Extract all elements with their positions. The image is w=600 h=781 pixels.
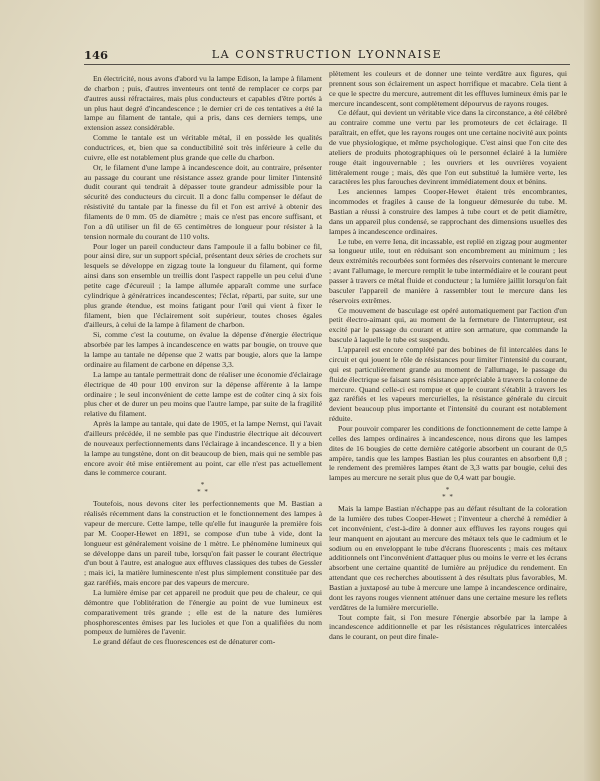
paragraph: Si, comme c'est la coutume, on évalue la dépense d'énergie électrique absorbée par les lampes à incandescence en watts par bougie, on trouve que la lampe au tantale ne dépense que 2 watts par bougie, alors que la lampe ordinaire au filament de carbone en dépense 3,3.	[84, 330, 322, 369]
journal-title: LA CONSTRUCTION LYONNAISE	[211, 48, 443, 61]
paragraph: Toutefois, nous devons citer les perfectionnements que M. Bastian a réalisés récemment dans la construction et le fonctionnement des lampes à vapeur de mercure. Cette lampe, telle qu'elle fut inaugurée la première fois par M. Cooper-Hewet en 1891, se compose d'un tube à vide, dont la longueur est généralement voisine de 1 mètre. Le phénomène lumineux qui se développe dans un pareil tube, lorsqu'on fait passer le courant électrique d'un bout à l'autre, est analogue aux effluves classiques des tubes de Gessler ; mais ici, la matière luminescente n'est plus simplement constituée par des gaz raréfiés, mais encore par des vapeurs de mercure.	[84, 499, 322, 588]
paragraph: Or, le filament d'une lampe à incandescence doit, au contraire, présenter au passage du courant une résistance assez grande pour limiter l'intensité dudit courant qui tendrait à dépasser toute grandeur admissible pour la sécurité des conducteurs du circuit. Il a donc fallu compenser le défaut de résistivité du tantale par la finesse du fil et l'on est arrivé à obtenir des filaments de 0 mm. 05 de diamètre ; mais ce n'est pas encore suffisant, et l'on a dû utiliser un fil de 65 centimètres de longueur pour résister à la tension normale du courant de 110 volts.	[84, 162, 322, 241]
paragraph: Pour loger un pareil conducteur dans l'ampoule il a fallu bobiner ce fil, pour ainsi dire, sur un support spécial, présentant deux séries de crochets sur lesquels se développe en zigzag toute la longueur du filament, qui forme ainsi dans son ensemble un treillis dont l'aspect rappelle un peu celui d'une petite cage d'écureuil ; la lampe allumée apparaît comme une surface cylindrique à génératrices incandescentes; l'éclat, réparti, par suite, sur une plus grande étendue, est moins fatigant pour l'œil qui vient à fixer le filament, bien que l'éclairement soit supérieur, toutes choses égales d'ailleurs, à celui de la lampe à filament de charbon.	[84, 241, 322, 330]
paragraph: Tout compte fait, si l'on mesure l'énergie absorbée par la lampe à incandescence additionnelle et par les résistances régulatrices intercalées dans le courant, on peut dire finale-	[329, 612, 567, 642]
paragraph: En électricité, nous avons d'abord vu la lampe Edison, la lampe à filament de charbon ; puis, d'autres inventeurs ont tenté de remplacer ce corps par d'autres aussi réfractaires, mais plus conducteurs et capables d'être portés à un plus haut degré d'incandescence ; le dernier cri de ces tentatives a été la lampe au filament de tantale, qui a pris, dans ces derniers temps, une extension assez considérable.	[84, 74, 322, 133]
left-section-2	[84, 499, 322, 647]
paragraph: La lampe au tantale permettrait donc de réaliser une économie d'éclairage électrique de 40 pour 100 environ sur la dépense afférente à la lampe ordinaire ; le seul inconvénient de cette lampe est de coûter cinq à six fois plus cher et de durer un peu moins que l'autre lampe, par suite de la fragilité relative du filament.	[84, 369, 322, 419]
right-section-1	[329, 69, 567, 483]
paragraph: Le tube, en verre Iena, dit incassable, est replié en zigzag pour augmenter sa longueur utile, tout en réduisant son encombrement au minimum ; les deux extrémités recourbées sont formées des réservoirs contenant le mercure ; avant l'allumage, le mercure remplit le tube intermédiaire et le courant peut passer à travers ce métal fluide et conducteur ; la lumière jaillit lorsqu'on fait basculer l'appareil de manière à rassembler tout le mercure dans les réservoirs extrêmes.	[329, 236, 567, 305]
running-header	[84, 48, 570, 62]
paragraph: Après la lampe au tantale, qui date de 1905, et la lampe Nernst, qui l'avait d'ailleurs précédée, il ne semble pas que l'industrie électrique ait découvert de nouveaux perfectionnements dans l'éclairage à incandescence. Il y a bien la lampe au tungstène, dont on dit beaucoup de bien, mais qui ne semble pas encore avoir été mise entièrement au point, car elle n'est pas actuellement dans le commerce courant.	[84, 419, 322, 478]
paragraph: L'appareil est encore complété par des bobines de fil intercalées dans le circuit et qui jouent le rôle de résistances pour limiter l'intensité du courant, qui est particulièrement grande au moment de l'allumage, le passage du fluide électrique se faisant sans résistance appréciable à travers la colonne de mercure. Quand celle-ci est rompue et que le courant s'établit à travers les gaz raréfiés et les vapeurs mercurielles, la résistance générale du circuit devient beaucoup plus importante et l'intensité du courant est notablement réduite.	[329, 345, 567, 424]
section-separator: * * *	[442, 486, 454, 502]
paragraph: Ce mouvement de basculage est opéré automatiquement par l'action d'un petit électro-aimant qui, au moment de la fermeture de l'interrupteur, est excité par le passage du courant et attire son armature, que commande la bascule à laquelle le tube est suspendu.	[329, 305, 567, 345]
header-rule	[84, 64, 570, 65]
section-separator: * * *	[197, 481, 209, 497]
paragraph: Le grand défaut de ces fluorescences est de dénaturer com-	[93, 637, 276, 647]
right-section-2	[329, 504, 567, 642]
paragraph: Les anciennes lampes Cooper-Hewet étaient très encombrantes, incommodes et fragiles à cause de la longueur démesurée du tube. M. Bastian a réussi à construire des lampes à tube court et de petit diamètre, dans un appareil plus condensé, se rapprochant des dimensions usuelles des lampes à incandescence ordinaires.	[329, 187, 567, 236]
right-column	[329, 69, 567, 759]
paragraph: Ce défaut, qui devient un véritable vice dans la circonstance, a été célébré au contraire comme une vertu par les promoteurs de cet éclairage. Il paraîtrait, en effet, que les rayons rouges ont une certaine nocivité aux points de vue physiologique, et même psychologique. C'est ainsi que l'on cite des ateliers de produits photographiques où le personnel éclairé à la lumière rouge était ingouvernable ; les ouvriers et les ouvrières voyaient littéralement rouge ; mais, dès que l'on eut substitué la lumière verte, les caractères les plus farouches devinrent immédiatement doux et bénins.	[329, 108, 567, 187]
paragraph: plètement les couleurs et de donner une teinte verdâtre aux figures, qui prennent sous son éclairement un aspect horrifique et macabre. Cela tient à ce que le spectre du mercure, autrement dit les effluves lumineux émis par le mercure incandescent, sont complètement dépourvus de rayons rouges.	[329, 69, 567, 108]
left-section-1	[84, 74, 322, 478]
paragraph: Pour pouvoir comparer les conditions de fonctionnement de cette lampe à celles des lampes ordinaires à incandescence, nous dirons que les lampes dites de 16 bougies de cette dernière catégorie absorbent un courant de 0,5 ampère, tandis que les lampes Bastian les plus courantes en absorbent 0,8 ; le rendement des premières lampes étant de 3,3 watts par bougie, celui des lampes au mercure ne serait plus que de 0,4 watt par bougie.	[329, 423, 567, 483]
paragraph: La lumière émise par cet appareil ne produit que peu de chaleur, ce qui démontre que l'oblitération de l'énergie au point de vue lumineux est comparativement très grande ; elle est de la nature des lumières phosphorescentes émises par les lucioles et que l'on a qualifiées du nom pompeux de lumières de l'avenir.	[84, 587, 322, 637]
paragraph: Comme le tantale est un véritable métal, il en possède les qualités conductrices, et, bien que sa conductibilité soit très inférieure à celle du cuivre, elle est notablement plus grande que celle du charbon.	[84, 133, 322, 162]
page-number: 146	[84, 48, 109, 62]
page-edge	[584, 0, 600, 781]
paragraph: Mais la lampe Bastian n'échappe pas au défaut résultant de la coloration de la lumière des tubes Cooper-Hewet ; l'inventeur a cherché à remédier à cet inconvénient, c'est-à-dire à donner aux effluves les rayons rouges qui leur manquent en ajoutant au mercure des métaux tels que le cadmium et le sodium ou en enveloppant le tube d'écrans fluorescents ; mais ces métaux additionnels ont l'inconvénient d'attaquer plus ou moins le verre et les écrans absorbent une certaine quantité de lumière au préjudice du rendement. En attendant que ces recherches aboutissent à des résultats plus favorables, M. Bastian a juxtaposé au tube à mercure une lampe à incandescence ordinaire, dont les rayons rouges viennent atténuer dans une certaine mesure les reflets verdâtres de la lumière mercurielle.	[329, 504, 567, 612]
left-column	[84, 74, 322, 764]
